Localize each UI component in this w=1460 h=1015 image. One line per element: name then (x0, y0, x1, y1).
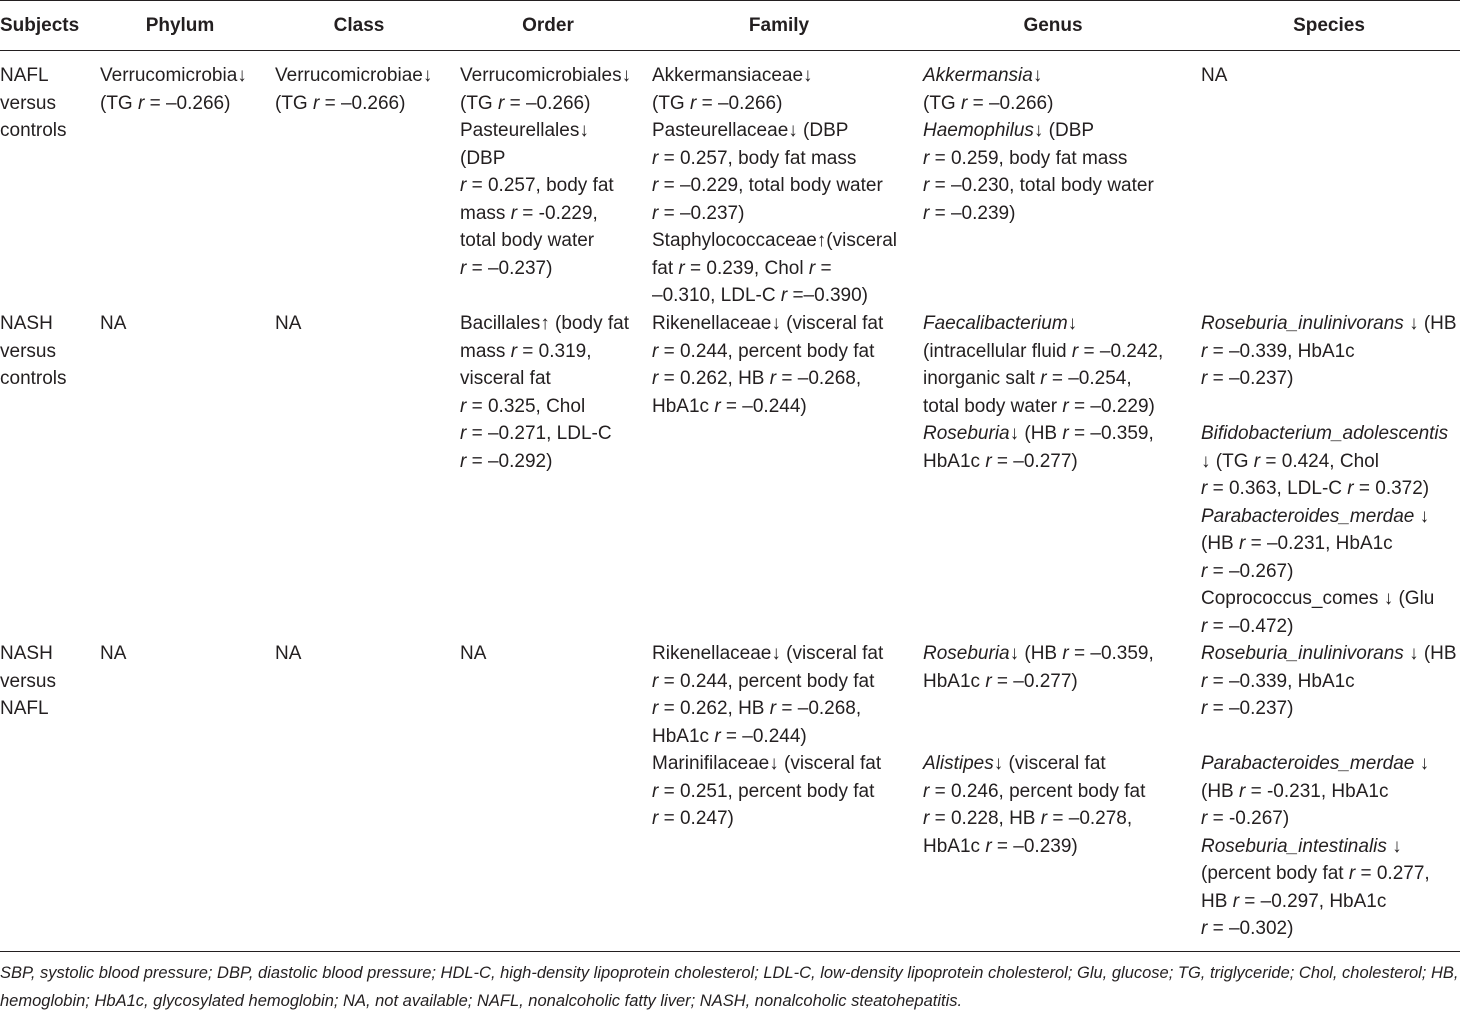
cell-phylum: Verrucomicrobia↓ (TG r = –0.266) (100, 65, 247, 114)
header-species: Species (1293, 15, 1365, 36)
cell-family: Akkermansiaceae↓ (TG r = –0.266) Pasteurellaceae↓ (DBP r = 0.257, body fat mass r = –0.229, total body water r = –0.237) Staphylococcaceae↑(visceral fat r = 0.239, Chol r = –0.310, LDL-C r =–0.390) (652, 65, 898, 306)
cell-subjects: NAFL versus controls (0, 65, 67, 141)
cell-class: NA (275, 643, 302, 664)
cell-phylum: NA (100, 313, 127, 334)
cell-family: Rikenellaceae↓ (visceral fat r = 0.244, percent body fat r = 0.262, HB r = –0.268, HbA1c r = –0.244) (652, 313, 884, 417)
cell-genus: Roseburia↓ (HB r = –0.359, HbA1c r = –0.277) Alistipes↓ (visceral fat r = 0.246, percent body fat r = 0.228, HB r = –0.278, HbA1c r = –0.239) (923, 643, 1154, 857)
header-phylum: Phylum (145, 15, 215, 36)
table-footnote: SBP, systolic blood pressure; DBP, diastolic blood pressure; HDL-C, high-density lipoprotein cholesterol; LDL-C, low-density lipoprotein cholesterol; Glu, glucose; TG, triglyceride; Chol, cholesterol; HB, hemoglobin; HbA1c, glycosylated hemoglobin; NA, not available; NAFL, nonalcoholic fatty liver; NASH, nonalcoholic steatohepatitis. (0, 964, 1459, 1010)
cell-subjects: NASH versus controls (0, 313, 67, 389)
header-genus: Genus (1023, 15, 1083, 36)
cell-species: NA (1201, 65, 1228, 86)
header-subjects: Subjects (0, 15, 80, 36)
cell-genus: Faecalibacterium↓ (intracellular fluid r = –0.242, inorganic salt r = –0.254, total body water r = –0.229) Roseburia↓ (HB r = –0.359, HbA1c r = –0.277) (923, 313, 1164, 472)
cell-order: Verrucomicrobiales↓ (TG r = –0.266) Pasteurellales↓ (DBP r = 0.257, body fat mass r = -0.229, total body water r = –0.237) (460, 65, 632, 279)
cell-class: Verrucomicrobiae↓ (TG r = –0.266) (275, 65, 433, 114)
header-rule (0, 50, 1460, 51)
header-order: Order (522, 15, 574, 36)
cell-species: Roseburia_inulinivorans ↓ (HB r = –0.339, HbA1c r = –0.237) Bifidobacterium_adolescentis ↓ (TG r = 0.424, Chol r = 0.363, LDL-C r = 0.372) Parabacteroides_merdae ↓ (HB r = –0.231, HbA1c r = –0.267) Coprococcus_comes ↓ (Glu r = –0.472) (1201, 313, 1457, 637)
footnote-rule (0, 951, 1460, 952)
header-class: Class (333, 15, 385, 36)
cell-genus: Akkermansia↓ (TG r = –0.266) Haemophilus↓ (DBP r = 0.259, body fat mass r = –0.230, total body water r = –0.239) (923, 65, 1154, 224)
header-family: Family (748, 15, 810, 36)
cell-phylum: NA (100, 643, 127, 664)
table-top-rule (0, 0, 1460, 1)
cell-class: NA (275, 313, 302, 334)
cell-subjects: NASH versus NAFL (0, 643, 56, 719)
cell-species: Roseburia_inulinivorans ↓ (HB r = –0.339, HbA1c r = –0.237) Parabacteroides_merdae ↓ (HB r = -0.231, HbA1c r = -0.267) Roseburia_intestinalis ↓ (percent body fat r = 0.277, HB r = –0.297, HbA1c r = –0.302) (1201, 643, 1457, 939)
cell-family: Rikenellaceae↓ (visceral fat r = 0.244, percent body fat r = 0.262, HB r = –0.268, HbA1c r = –0.244) Marinifilaceae↓ (visceral fat r = 0.251, percent body fat r = 0.247) (652, 643, 884, 829)
cell-order: NA (460, 643, 487, 664)
cell-order: Bacillales↑ (body fat mass r = 0.319, visceral fat r = 0.325, Chol r = –0.271, LDL-C r = –0.292) (460, 313, 629, 472)
